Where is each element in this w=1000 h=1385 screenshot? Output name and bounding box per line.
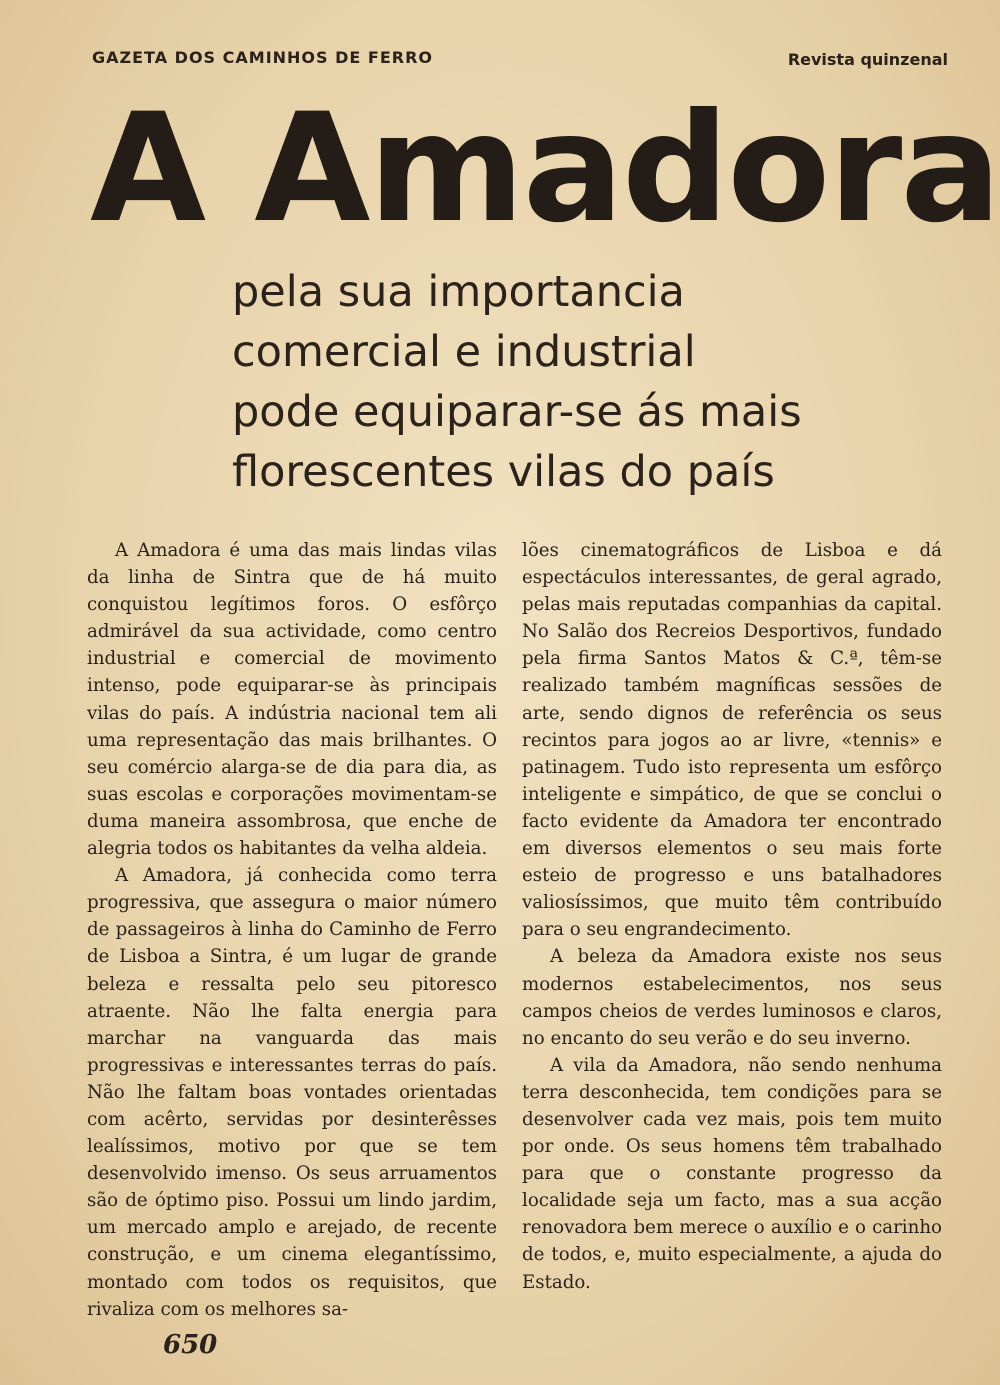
body-column-left xyxy=(87,537,497,1323)
page-number: 650 xyxy=(163,1330,218,1360)
body-paragraph: A Amadora, já conhecida como terra progressiva, que assegura o maior número de passageiros à linha do Caminho de Ferro de Lisboa a Sintra, é um lugar de grande beleza e ressalta pelo seu pitoresco atraente. Não lhe falta energia para marchar na vanguarda das mais progressivas e interessantes terras do país. Não lhe faltam boas vontades orientadas com acêrto, servidas por desinterêsses lealíssimos, motivo por que se tem desenvolvido imenso. Os seus arruamentos são de óptimo piso. Possui um lindo jardim, um mercado amplo e arejado, de recente construção, e um cinema elegantíssimo, montado com todos os requisitos, que rivaliza com os melhores sa- xyxy=(87,865,497,1320)
subtitle-line: comercial e industrial xyxy=(232,327,696,377)
body-column-right xyxy=(522,537,942,1296)
journal-frequency: Revista quinzenal xyxy=(787,50,948,69)
subtitle-line: florescentes vilas do país xyxy=(232,447,775,497)
subtitle-line: pela sua importancia xyxy=(232,267,685,317)
body-paragraph: A Amadora é uma das mais lindas vilas da linha de Sintra que de há muito conquistou legítimos foros. O esfôrço admirável da sua actividade, como centro industrial e comercial de movimento intenso, pode equiparar-se às principais vilas do país. A indústria nacional tem ali uma representação das mais brilhantes. O seu comércio alarga-se de dia para dia, as suas escolas e corporações movimentam-se duma maneira assombrosa, que enche de alegria todos os habitantes da velha aldeia. xyxy=(87,540,497,860)
body-paragraph: A vila da Amadora, não sendo nenhuma terra desconhecida, tem condições para se desenvolver cada vez mais, pois tem muito por onde. Os seus homens têm trabalhado para que o constante progresso da localidade seja um facto, mas a sua acção renovadora bem merece o auxílio e o carinho de todos, e, muito especialmente, a ajuda do Estado. xyxy=(522,1054,942,1293)
article-subtitle xyxy=(232,262,802,502)
subtitle-line: pode equiparar-se ás mais xyxy=(232,387,802,437)
journal-name: GAZETA DOS CAMINHOS DE FERRO xyxy=(92,48,434,67)
body-paragraph: A beleza da Amadora existe nos seus modernos estabelecimentos, nos seus campos cheios de verdes luminosos e claros, no encanto do seu verão e do seu inverno. xyxy=(522,946,942,1049)
article-title: A Amadora xyxy=(90,82,1000,256)
body-paragraph: lões cinematográficos de Lisboa e dá espectáculos interessantes, de geral agrado, pelas mais reputadas companhias da capital. No Salão dos Recreios Desportivos, fundado pela firma Santos Matos & C.ª, têm-se realizado também magníficas sessões de arte, sendo dignos de referência os seus recintos para jogos ao ar livre, «tennis» e patinagem. Tudo isto representa um esfôrço inteligente e simpático, de que se conclui o facto evidente da Amadora ter encontrado em diversos elementos o seu mais forte esteio de progresso e uns batalhadores valiosíssimos, que muito têm contribuído para o seu engrandecimento. xyxy=(522,540,942,941)
